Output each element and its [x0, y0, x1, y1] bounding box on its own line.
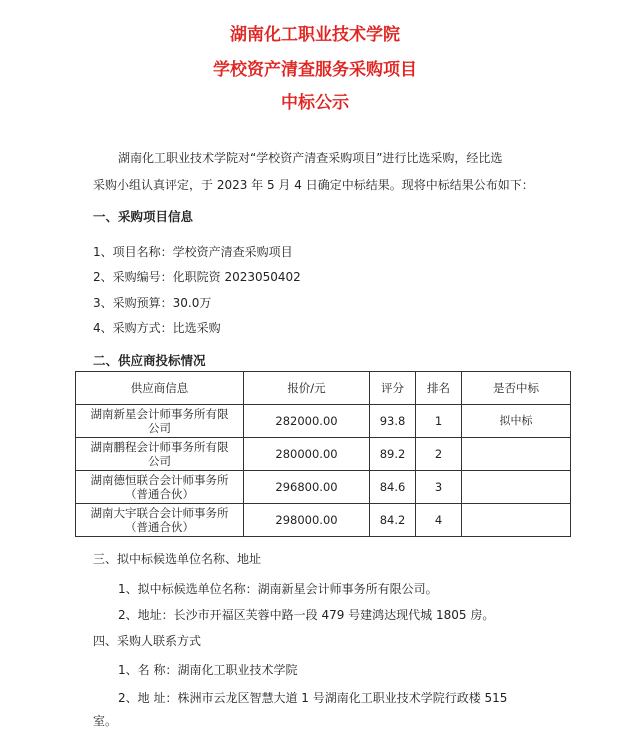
supplier-name: 湖南鹏程会计师事务所有限	[90, 440, 229, 454]
header-price: 报价/元	[244, 372, 370, 405]
header-winning: 是否中标	[462, 372, 571, 405]
rank-cell: 1	[416, 405, 462, 438]
supplier-name-cont: 公司	[148, 454, 171, 468]
header-rank: 排名	[416, 372, 462, 405]
section2-heading: 二、供应商投标情况	[93, 353, 206, 368]
supplier-cell	[76, 405, 244, 438]
supplier-name-cont: （普通合伙）	[125, 520, 194, 534]
intro-line-2: 采购小组认真评定，于 2023 年 5 月 4 日确定中标结果。现将中标结果公布如下：	[93, 178, 534, 192]
supplier-cell	[76, 438, 244, 471]
table-row	[76, 471, 571, 504]
rank-cell: 4	[416, 504, 462, 537]
section1-heading: 一、采购项目信息	[93, 209, 194, 224]
supplier-name-cont: 公司	[148, 421, 171, 435]
supplier-name: 湖南德恒联合会计师事务所	[90, 473, 229, 487]
section3-heading: 三、拟中标候选单位名称、地址	[93, 552, 262, 566]
supplier-cell	[76, 504, 244, 537]
winning-cell	[462, 504, 571, 537]
title-project: 学校资产清查服务采购项目	[213, 60, 417, 80]
section1-item: 1、项目名称：学校资产清查采购项目	[93, 245, 293, 259]
winning-cell	[462, 471, 571, 504]
score-cell: 93.8	[370, 405, 416, 438]
price-cell: 282000.00	[244, 405, 370, 438]
rank-cell: 2	[416, 438, 462, 471]
intro-line-1: 湖南化工职业技术学院对“学校资产清查采购项目”进行比选采购，经比选	[118, 151, 503, 165]
section4-item: 2、地 址：株洲市云龙区智慧大道 1 号湖南化工职业技术学院行政楼 515	[118, 691, 508, 705]
section4-heading: 四、采购人联系方式	[93, 634, 202, 648]
bid-table	[75, 371, 571, 537]
section4-item-continuation: 室。	[93, 714, 118, 728]
score-cell: 84.2	[370, 504, 416, 537]
table-row	[76, 504, 571, 537]
header-supplier: 供应商信息	[76, 372, 244, 405]
header-score: 评分	[370, 372, 416, 405]
supplier-name: 湖南大宇联合会计师事务所	[90, 506, 229, 520]
supplier-name: 湖南新星会计师事务所有限	[90, 407, 229, 421]
score-cell: 89.2	[370, 438, 416, 471]
price-cell: 296800.00	[244, 471, 370, 504]
supplier-name-cont: （普通合伙）	[125, 487, 194, 501]
winning-cell	[462, 438, 571, 471]
rank-cell: 3	[416, 471, 462, 504]
score-cell: 84.6	[370, 471, 416, 504]
table-header-row	[76, 372, 571, 405]
section3-item: 1、拟中标候选单位名称：湖南新星会计师事务所有限公司。	[118, 582, 438, 596]
section1-item: 4、采购方式：比选采购	[93, 321, 221, 335]
section1-item: 3、采购预算：30.0万	[93, 296, 212, 310]
supplier-cell	[76, 471, 244, 504]
table-row	[76, 438, 571, 471]
price-cell: 298000.00	[244, 504, 370, 537]
title-announcement: 中标公示	[281, 93, 349, 113]
section3-item: 2、地址：长沙市开福区芙蓉中路一段 479 号建鸿达现代城 1805 房。	[118, 608, 495, 622]
section1-item: 2、采购编号：化职院资 2023050402	[93, 270, 301, 284]
table-row	[76, 405, 571, 438]
title-school: 湖南化工职业技术学院	[230, 25, 400, 45]
section4-item: 1、名 称：湖南化工职业技术学院	[118, 663, 298, 677]
price-cell: 280000.00	[244, 438, 370, 471]
winning-cell: 拟中标	[462, 405, 571, 438]
